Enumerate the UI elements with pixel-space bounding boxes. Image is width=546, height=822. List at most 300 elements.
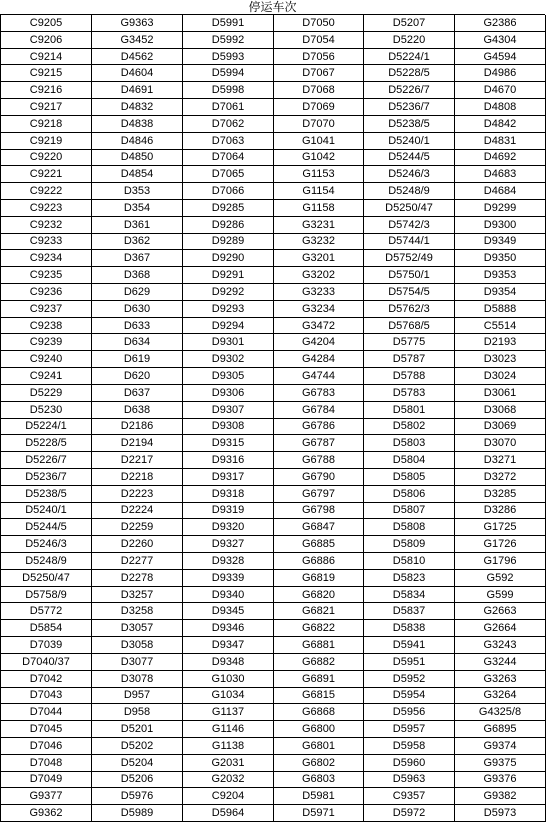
table-cell[interactable]: D5838	[364, 620, 455, 637]
table-cell[interactable]: D5226/7	[1, 452, 92, 469]
table-cell[interactable]: G4744	[274, 368, 364, 385]
table-cell[interactable]: D3023	[455, 351, 546, 368]
table-row	[1, 82, 546, 99]
table-cell[interactable]: C9223	[1, 199, 92, 216]
table-cell[interactable]: D5810	[364, 553, 455, 570]
table-cell[interactable]: D5803	[364, 435, 455, 452]
table-cell[interactable]: D9354	[455, 284, 546, 301]
table-cell[interactable]: D7050	[274, 15, 364, 31]
table-cell[interactable]: G1042	[274, 149, 364, 166]
table-cell[interactable]: D5888	[455, 300, 546, 317]
table-cell[interactable]: D5804	[364, 452, 455, 469]
table-cell[interactable]: D5207	[364, 15, 455, 31]
table-cell[interactable]: D9319	[183, 502, 274, 519]
table-cell[interactable]: G1137	[183, 704, 274, 721]
table-cell[interactable]: D367	[92, 250, 183, 267]
table-cell[interactable]: D4562	[92, 48, 183, 65]
table-cell[interactable]: D4808	[455, 99, 546, 116]
table-cell[interactable]: D2218	[92, 468, 183, 485]
table-cell[interactable]: D3057	[92, 620, 183, 637]
table-cell[interactable]: D9299	[455, 199, 546, 216]
table-cell[interactable]: C9241	[1, 368, 92, 385]
table-cell[interactable]: D5226/7	[364, 82, 455, 99]
table-cell[interactable]: D9302	[183, 351, 274, 368]
table-cell[interactable]: D5854	[1, 620, 92, 637]
table-cell[interactable]: G6885	[274, 536, 364, 553]
table-cell[interactable]: G6783	[274, 384, 364, 401]
table-cell[interactable]: D5762/3	[364, 300, 455, 317]
table-cell[interactable]: C5514	[455, 317, 546, 334]
table-cell[interactable]: C9235	[1, 267, 92, 284]
table-cell[interactable]: D9293	[183, 300, 274, 317]
table-cell[interactable]: D5250/47	[1, 569, 92, 586]
table-cell[interactable]: G9382	[455, 788, 546, 805]
table-cell[interactable]: C9206	[1, 31, 92, 48]
table-cell[interactable]: G6868	[274, 704, 364, 721]
table-cell[interactable]: D9317	[183, 468, 274, 485]
table-cell[interactable]: D5204	[92, 754, 183, 771]
table-row	[1, 233, 546, 250]
table-cell[interactable]: D7066	[183, 183, 274, 200]
table-cell[interactable]: D5236/7	[1, 468, 92, 485]
table-cell[interactable]: G2032	[183, 771, 274, 788]
table-cell[interactable]: D5801	[364, 401, 455, 418]
table-cell[interactable]: D5238/5	[1, 485, 92, 502]
table-cell[interactable]: G6801	[274, 737, 364, 754]
table-cell[interactable]: G6797	[274, 485, 364, 502]
table-cell[interactable]: D4670	[455, 82, 546, 99]
table-cell[interactable]: D5806	[364, 485, 455, 502]
table-cell[interactable]: D5994	[183, 65, 274, 82]
table-cell[interactable]: D4986	[455, 65, 546, 82]
sheet-title[interactable]: 停运车次	[0, 0, 545, 15]
table-cell[interactable]: D5248/9	[364, 183, 455, 200]
table-cell[interactable]: D5240/1	[1, 502, 92, 519]
table-cell[interactable]: D633	[92, 317, 183, 334]
table-cell[interactable]: C9204	[183, 788, 274, 805]
table-cell[interactable]: D3258	[92, 603, 183, 620]
table-cell[interactable]: D3061	[455, 384, 546, 401]
table-cell[interactable]: G4594	[455, 48, 546, 65]
table-cell[interactable]: D9300	[455, 216, 546, 233]
table-cell[interactable]: G6847	[274, 519, 364, 536]
table-cell[interactable]: D5837	[364, 603, 455, 620]
table-cell[interactable]: G1034	[183, 687, 274, 704]
table-cell[interactable]: C9222	[1, 183, 92, 200]
table-cell[interactable]: G3244	[455, 653, 546, 670]
table-cell[interactable]: D9348	[183, 653, 274, 670]
table-cell[interactable]: G3264	[455, 687, 546, 704]
table-cell[interactable]: G6803	[274, 771, 364, 788]
table-cell[interactable]: G6895	[455, 721, 546, 738]
table-cell[interactable]: D9320	[183, 519, 274, 536]
table-cell[interactable]: D3257	[92, 586, 183, 603]
table-cell[interactable]: D5220	[364, 31, 455, 48]
table-cell[interactable]: D3024	[455, 368, 546, 385]
table-cell[interactable]: C9215	[1, 65, 92, 82]
table-cell[interactable]: D4850	[92, 149, 183, 166]
table-cell[interactable]: C9232	[1, 216, 92, 233]
table-cell[interactable]: G3234	[274, 300, 364, 317]
table-cell[interactable]: D7049	[1, 771, 92, 788]
table-cell[interactable]: D9340	[183, 586, 274, 603]
table-cell[interactable]: D619	[92, 351, 183, 368]
table-cell[interactable]: D3069	[455, 418, 546, 435]
table-cell[interactable]: G1041	[274, 132, 364, 149]
table-row	[1, 670, 546, 687]
table-cell[interactable]: D957	[92, 687, 183, 704]
table-cell[interactable]: G9362	[1, 805, 92, 822]
table-cell[interactable]: D4692	[455, 149, 546, 166]
table-cell[interactable]: D7068	[274, 82, 364, 99]
table-row	[1, 351, 546, 368]
table-cell[interactable]: D5228/5	[1, 435, 92, 452]
table-cell[interactable]: C9205	[1, 15, 92, 31]
table-cell[interactable]: D620	[92, 368, 183, 385]
table-cell[interactable]: D7054	[274, 31, 364, 48]
table-cell[interactable]: D9350	[455, 250, 546, 267]
table-cell[interactable]: C9234	[1, 250, 92, 267]
table-cell[interactable]: D3286	[455, 502, 546, 519]
table-cell[interactable]: G6820	[274, 586, 364, 603]
table-cell[interactable]: D958	[92, 704, 183, 721]
table-cell[interactable]: D7048	[1, 754, 92, 771]
table-cell[interactable]: D2260	[92, 536, 183, 553]
table-cell[interactable]: D5963	[364, 771, 455, 788]
table-cell[interactable]: D3070	[455, 435, 546, 452]
table-cell[interactable]: G1154	[274, 183, 364, 200]
table-cell[interactable]: D5954	[364, 687, 455, 704]
table-cell[interactable]: D5957	[364, 721, 455, 738]
table-cell[interactable]: G4304	[455, 31, 546, 48]
table-cell[interactable]: D3272	[455, 468, 546, 485]
table-cell[interactable]: D2277	[92, 553, 183, 570]
table-cell[interactable]: D634	[92, 334, 183, 351]
table-cell[interactable]: D354	[92, 199, 183, 216]
table-cell[interactable]: D2193	[455, 334, 546, 351]
table-cell[interactable]: D3077	[92, 653, 183, 670]
table-cell[interactable]: G3202	[274, 267, 364, 284]
table-cell[interactable]: G592	[455, 569, 546, 586]
table-cell[interactable]: D5802	[364, 418, 455, 435]
table-cell[interactable]: G9376	[455, 771, 546, 788]
table-cell[interactable]: G4284	[274, 351, 364, 368]
table-cell[interactable]: D2223	[92, 485, 183, 502]
table-cell[interactable]: D5229	[1, 384, 92, 401]
table-cell[interactable]: C9214	[1, 48, 92, 65]
table-cell[interactable]: D9291	[183, 267, 274, 284]
table-cell[interactable]: G6788	[274, 452, 364, 469]
table-cell[interactable]: C9236	[1, 284, 92, 301]
table-cell[interactable]: D5206	[92, 771, 183, 788]
table-cell[interactable]: D5248/9	[1, 553, 92, 570]
table-cell[interactable]: D4838	[92, 115, 183, 132]
table-cell[interactable]: G1796	[455, 553, 546, 570]
table-cell[interactable]: D5752/49	[364, 250, 455, 267]
table-cell[interactable]: C9216	[1, 82, 92, 99]
table-cell[interactable]: G9374	[455, 737, 546, 754]
table-cell[interactable]: G1138	[183, 737, 274, 754]
table-cell[interactable]: D5224/1	[1, 418, 92, 435]
table-cell[interactable]: D5744/1	[364, 233, 455, 250]
table-cell[interactable]: D5956	[364, 704, 455, 721]
table-cell[interactable]: D9339	[183, 569, 274, 586]
table-cell[interactable]: D5754/5	[364, 284, 455, 301]
table-cell[interactable]: D5941	[364, 637, 455, 654]
table-cell[interactable]: D5772	[1, 603, 92, 620]
table-cell[interactable]: G599	[455, 586, 546, 603]
table-row	[1, 15, 546, 31]
table-cell[interactable]: D5952	[364, 670, 455, 687]
table-cell[interactable]: D5775	[364, 334, 455, 351]
table-cell[interactable]: D7061	[183, 99, 274, 116]
table-cell[interactable]: D9292	[183, 284, 274, 301]
table-cell[interactable]: D5783	[364, 384, 455, 401]
table-cell[interactable]: C9220	[1, 149, 92, 166]
table-cell[interactable]: D5244/5	[364, 149, 455, 166]
table-cell[interactable]: D5951	[364, 653, 455, 670]
table-cell[interactable]: D5238/5	[364, 115, 455, 132]
table-cell[interactable]: D7070	[274, 115, 364, 132]
table-cell[interactable]: C9238	[1, 317, 92, 334]
table-cell[interactable]: D9305	[183, 368, 274, 385]
table-cell[interactable]: G3201	[274, 250, 364, 267]
table-cell[interactable]: D7069	[274, 99, 364, 116]
table-cell[interactable]: D9285	[183, 199, 274, 216]
table-cell[interactable]: G3231	[274, 216, 364, 233]
table-cell[interactable]: G6891	[274, 670, 364, 687]
table-cell[interactable]: G4325/8	[455, 704, 546, 721]
table-cell[interactable]: G9375	[455, 754, 546, 771]
table-cell[interactable]: D353	[92, 183, 183, 200]
table-cell[interactable]: D5973	[455, 805, 546, 822]
table-cell[interactable]: D629	[92, 284, 183, 301]
table-cell[interactable]: D5958	[364, 737, 455, 754]
table-cell[interactable]: D5758/9	[1, 586, 92, 603]
table-cell[interactable]: D9307	[183, 401, 274, 418]
table-cell[interactable]: G6819	[274, 569, 364, 586]
table-cell[interactable]: D2194	[92, 435, 183, 452]
table-cell[interactable]: D7067	[274, 65, 364, 82]
table-cell[interactable]: G9363	[92, 15, 183, 31]
table-cell[interactable]: D9353	[455, 267, 546, 284]
table-cell[interactable]: D5993	[183, 48, 274, 65]
table-cell[interactable]: G1725	[455, 519, 546, 536]
table-cell[interactable]: D362	[92, 233, 183, 250]
table-cell[interactable]: D5224/1	[364, 48, 455, 65]
table-cell[interactable]: D7039	[1, 637, 92, 654]
table-cell[interactable]: D637	[92, 384, 183, 401]
table-cell[interactable]: C9219	[1, 132, 92, 149]
table-cell[interactable]: D5805	[364, 468, 455, 485]
table-cell[interactable]: D5992	[183, 31, 274, 48]
table-row	[1, 603, 546, 620]
table-cell[interactable]: G3233	[274, 284, 364, 301]
table-cell[interactable]: D368	[92, 267, 183, 284]
table-cell[interactable]: G3263	[455, 670, 546, 687]
table-cell[interactable]: G3243	[455, 637, 546, 654]
table-cell[interactable]: D5971	[274, 805, 364, 822]
table-cell[interactable]: G2663	[455, 603, 546, 620]
table-cell[interactable]: G2031	[183, 754, 274, 771]
table-cell[interactable]: D5807	[364, 502, 455, 519]
table-cell[interactable]: D7056	[274, 48, 364, 65]
table-cell[interactable]: C9240	[1, 351, 92, 368]
table-cell[interactable]: D2224	[92, 502, 183, 519]
table-cell[interactable]: D4691	[92, 82, 183, 99]
table-cell[interactable]: D361	[92, 216, 183, 233]
table-cell[interactable]: D5991	[183, 15, 274, 31]
table-row	[1, 805, 546, 822]
table-cell[interactable]: G3232	[274, 233, 364, 250]
table-cell[interactable]: D7045	[1, 721, 92, 738]
table-row	[1, 653, 546, 670]
table-cell[interactable]: D5788	[364, 368, 455, 385]
table-cell[interactable]: D638	[92, 401, 183, 418]
table-cell[interactable]: D2186	[92, 418, 183, 435]
table-cell[interactable]: G6822	[274, 620, 364, 637]
table-cell[interactable]: G2664	[455, 620, 546, 637]
table-row	[1, 737, 546, 754]
table-cell[interactable]: D5230	[1, 401, 92, 418]
table-cell[interactable]: D2217	[92, 452, 183, 469]
table-cell[interactable]: G3472	[274, 317, 364, 334]
table-cell[interactable]: D9349	[455, 233, 546, 250]
table-cell[interactable]: D5246/3	[1, 536, 92, 553]
table-cell[interactable]: G6815	[274, 687, 364, 704]
table-cell[interactable]: G6790	[274, 468, 364, 485]
table-cell[interactable]: D9308	[183, 418, 274, 435]
table-cell[interactable]: G9377	[1, 788, 92, 805]
table-cell[interactable]: D5787	[364, 351, 455, 368]
table-cell[interactable]: C9357	[364, 788, 455, 805]
table-cell[interactable]: G1146	[183, 721, 274, 738]
table-cell[interactable]: D5981	[274, 788, 364, 805]
table-cell[interactable]: D3068	[455, 401, 546, 418]
table-cell[interactable]: D5246/3	[364, 166, 455, 183]
table-cell[interactable]: D9345	[183, 603, 274, 620]
table-cell[interactable]: D7043	[1, 687, 92, 704]
table-cell[interactable]: D9315	[183, 435, 274, 452]
table-cell[interactable]: C9233	[1, 233, 92, 250]
table-cell[interactable]: D5236/7	[364, 99, 455, 116]
table-cell[interactable]: D5742/3	[364, 216, 455, 233]
table-cell[interactable]: D5834	[364, 586, 455, 603]
table-cell[interactable]: D630	[92, 300, 183, 317]
table-cell[interactable]: D7044	[1, 704, 92, 721]
table-cell[interactable]: D3285	[455, 485, 546, 502]
table-cell[interactable]: G1030	[183, 670, 274, 687]
table-cell[interactable]: D3078	[92, 670, 183, 687]
table-cell[interactable]: D5808	[364, 519, 455, 536]
table-cell[interactable]: D9286	[183, 216, 274, 233]
table-cell[interactable]: D9347	[183, 637, 274, 654]
table-row	[1, 704, 546, 721]
table-cell[interactable]: D4684	[455, 183, 546, 200]
table-cell[interactable]: D4831	[455, 132, 546, 149]
table-cell[interactable]: D5976	[92, 788, 183, 805]
table-cell[interactable]: D5972	[364, 805, 455, 822]
table-cell[interactable]: D2259	[92, 519, 183, 536]
table-cell[interactable]: G6800	[274, 721, 364, 738]
table-cell[interactable]: D7065	[183, 166, 274, 183]
table-cell[interactable]: C9239	[1, 334, 92, 351]
table-cell[interactable]: D9346	[183, 620, 274, 637]
table-cell[interactable]: D9294	[183, 317, 274, 334]
table-cell[interactable]: D9301	[183, 334, 274, 351]
table-cell[interactable]: G6802	[274, 754, 364, 771]
table-cell[interactable]: D7063	[183, 132, 274, 149]
table-cell[interactable]: D4846	[92, 132, 183, 149]
table-cell[interactable]: D5202	[92, 737, 183, 754]
table-cell[interactable]: G1158	[274, 199, 364, 216]
table-cell[interactable]: G6787	[274, 435, 364, 452]
table-cell[interactable]: D9290	[183, 250, 274, 267]
table-cell[interactable]: G6882	[274, 653, 364, 670]
table-cell[interactable]: D5768/5	[364, 317, 455, 334]
table-cell[interactable]: D5244/5	[1, 519, 92, 536]
table-cell[interactable]: C9217	[1, 99, 92, 116]
table-cell[interactable]: G6881	[274, 637, 364, 654]
table-cell[interactable]: C9221	[1, 166, 92, 183]
table-cell[interactable]: D3271	[455, 452, 546, 469]
table-cell[interactable]: G1726	[455, 536, 546, 553]
table-cell[interactable]: G6786	[274, 418, 364, 435]
table-cell[interactable]: G6798	[274, 502, 364, 519]
table-cell[interactable]: D5809	[364, 536, 455, 553]
table-cell[interactable]: C9218	[1, 115, 92, 132]
table-cell[interactable]: D7062	[183, 115, 274, 132]
table-cell[interactable]: D7042	[1, 670, 92, 687]
table-cell[interactable]: D7064	[183, 149, 274, 166]
table-cell[interactable]: G6886	[274, 553, 364, 570]
table-cell[interactable]: D7040/37	[1, 653, 92, 670]
table-cell[interactable]: G4204	[274, 334, 364, 351]
table-cell[interactable]: G6784	[274, 401, 364, 418]
table-cell[interactable]: G3452	[92, 31, 183, 48]
table-cell[interactable]: G2386	[455, 15, 546, 31]
table-cell[interactable]: G1153	[274, 166, 364, 183]
table-cell[interactable]: D5998	[183, 82, 274, 99]
table-cell[interactable]: D4842	[455, 115, 546, 132]
table-cell[interactable]: D5960	[364, 754, 455, 771]
table-cell[interactable]: C9237	[1, 300, 92, 317]
table-cell[interactable]: D9306	[183, 384, 274, 401]
table-cell[interactable]: D2278	[92, 569, 183, 586]
table-cell[interactable]: D7046	[1, 737, 92, 754]
table-cell[interactable]: D9327	[183, 536, 274, 553]
table-cell[interactable]: D5989	[92, 805, 183, 822]
table-cell[interactable]: D4604	[92, 65, 183, 82]
table-cell[interactable]: D5240/1	[364, 132, 455, 149]
table-cell[interactable]: D5964	[183, 805, 274, 822]
table-cell[interactable]: D3058	[92, 637, 183, 654]
table-cell[interactable]: D4683	[455, 166, 546, 183]
table-cell[interactable]: D9289	[183, 233, 274, 250]
table-cell[interactable]: D9318	[183, 485, 274, 502]
table-cell[interactable]: G6821	[274, 603, 364, 620]
table-cell[interactable]: D5823	[364, 569, 455, 586]
table-cell[interactable]: D5250/47	[364, 199, 455, 216]
table-cell[interactable]: D9316	[183, 452, 274, 469]
table-cell[interactable]: D9328	[183, 553, 274, 570]
table-row	[1, 31, 546, 48]
table-cell[interactable]: D5201	[92, 721, 183, 738]
table-cell[interactable]: D5228/5	[364, 65, 455, 82]
table-cell[interactable]: D4832	[92, 99, 183, 116]
table-cell[interactable]: D5750/1	[364, 267, 455, 284]
table-cell[interactable]: D4854	[92, 166, 183, 183]
